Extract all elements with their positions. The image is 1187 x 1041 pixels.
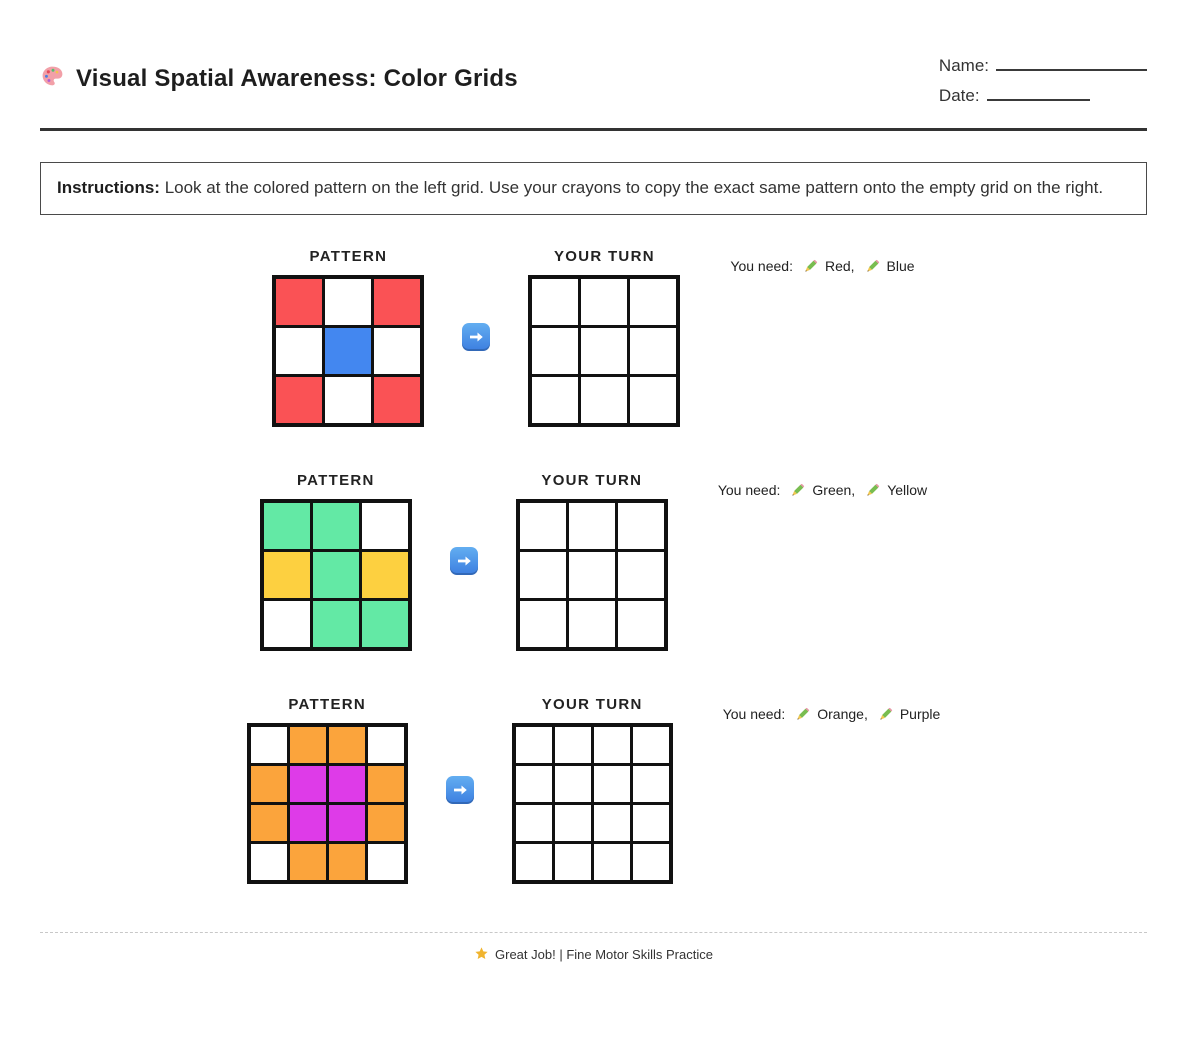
answer-cell-empty[interactable]: [581, 377, 627, 423]
arrow-icon: [450, 547, 478, 575]
date-row: [939, 86, 1147, 106]
header-divider: [40, 128, 1147, 131]
answer-cell-empty[interactable]: [633, 805, 669, 841]
pattern-column: [247, 696, 408, 884]
answer-cell-empty[interactable]: [594, 727, 630, 763]
pattern-cell-green: [362, 601, 408, 647]
exercise-row-3: [40, 696, 1147, 884]
pattern-cell-green: [313, 503, 359, 549]
answer-cell-empty[interactable]: [594, 805, 630, 841]
crayon-list: [793, 258, 915, 275]
pattern-cell-purple: [329, 805, 365, 841]
pattern-cell-orange: [368, 766, 404, 802]
answer-cell-empty[interactable]: [569, 601, 615, 647]
crayon-label: Orange,: [817, 706, 868, 723]
pattern-cell-green: [313, 552, 359, 598]
pattern-cell-red: [374, 377, 420, 423]
answer-cell-empty[interactable]: [520, 552, 566, 598]
footer: [40, 932, 1147, 964]
crayon-item: [802, 258, 855, 275]
instructions-box: [40, 162, 1147, 215]
pattern-cell-orange: [290, 844, 326, 880]
crayon-label: Blue: [886, 258, 915, 275]
answer-cell-empty[interactable]: [516, 844, 552, 880]
pattern-cell-white: [264, 601, 310, 647]
answer-cell-empty[interactable]: [532, 377, 578, 423]
pattern-cell-white: [362, 503, 408, 549]
name-row: [939, 56, 1147, 76]
pattern-cell-white: [251, 727, 287, 763]
crayon-label: Yellow: [887, 482, 928, 499]
crayon-list: [780, 482, 927, 499]
answer-cell-empty[interactable]: [569, 503, 615, 549]
crayon-list: [785, 706, 940, 723]
pattern-title: PATTERN: [296, 471, 375, 489]
answer-cell-empty[interactable]: [555, 805, 591, 841]
name-date-block: [939, 56, 1147, 116]
pattern-cell-red: [276, 377, 322, 423]
crayon-icon: [794, 706, 811, 723]
date-label: Date:: [938, 86, 980, 105]
answer-cell-empty[interactable]: [516, 805, 552, 841]
date-blank-line[interactable]: [987, 86, 1090, 101]
crayon-icon: [864, 258, 881, 275]
answer-cell-empty[interactable]: [618, 503, 664, 549]
answer-cell-empty[interactable]: [630, 279, 676, 325]
crayon-item: [864, 482, 927, 499]
answer-cell-empty[interactable]: [516, 727, 552, 763]
pattern-cell-green: [313, 601, 359, 647]
answer-cell-empty[interactable]: [581, 279, 627, 325]
pattern-cell-yellow: [264, 552, 310, 598]
star-icon: [474, 946, 489, 964]
exercise-row-1: [40, 248, 1147, 427]
crayon-item: [794, 706, 868, 723]
crayon-item: [877, 706, 940, 723]
answer-grid: [512, 723, 673, 884]
instructions-label: Instructions:: [57, 178, 160, 197]
title-wrap: [40, 56, 518, 94]
answer-cell-empty[interactable]: [581, 328, 627, 374]
pattern-cell-orange: [251, 805, 287, 841]
answer-cell-empty[interactable]: [594, 844, 630, 880]
pattern-grid: [272, 275, 424, 427]
pattern-cell-white: [251, 844, 287, 880]
answer-cell-empty[interactable]: [516, 766, 552, 802]
crayon-item: [864, 258, 915, 275]
your-turn-title: YOUR TURN: [541, 471, 643, 489]
you-need: [730, 258, 914, 275]
exercise-row-2: [40, 472, 1147, 651]
you-need-label: You need:: [717, 482, 781, 499]
answer-cell-empty[interactable]: [594, 766, 630, 802]
answer-cell-empty[interactable]: [555, 844, 591, 880]
you-need: [723, 706, 941, 723]
pattern-cell-white: [325, 377, 371, 423]
pattern-grid: [247, 723, 408, 884]
pattern-grid: [260, 499, 412, 651]
crayon-icon: [789, 482, 806, 499]
answer-grid: [516, 499, 668, 651]
crayon-icon: [877, 706, 894, 723]
answer-grid: [528, 275, 680, 427]
pattern-cell-blue: [325, 328, 371, 374]
crayon-label: Green,: [812, 482, 856, 499]
pattern-cell-red: [276, 279, 322, 325]
pattern-cell-red: [374, 279, 420, 325]
pattern-cell-white: [368, 727, 404, 763]
answer-cell-empty[interactable]: [520, 601, 566, 647]
arrow-icon: [462, 323, 490, 351]
answer-cell-empty[interactable]: [532, 279, 578, 325]
pattern-cell-purple: [290, 766, 326, 802]
answer-cell-empty[interactable]: [569, 552, 615, 598]
instructions-text: Look at the colored pattern on the left grid. Use your crayons to copy the exact same pattern onto the empty grid on the right.: [164, 178, 1104, 197]
pattern-title: PATTERN: [288, 695, 367, 713]
your-turn-title: YOUR TURN: [541, 695, 643, 713]
you-need: [718, 482, 927, 499]
exercises: [40, 248, 1147, 884]
palette-icon: [40, 64, 65, 94]
pattern-column: [272, 248, 424, 427]
answer-cell-empty[interactable]: [555, 766, 591, 802]
pattern-cell-purple: [290, 805, 326, 841]
pattern-cell-white: [368, 844, 404, 880]
answer-cell-empty[interactable]: [630, 377, 676, 423]
pattern-cell-orange: [251, 766, 287, 802]
name-blank-line[interactable]: [996, 56, 1147, 71]
arrow-icon: [446, 776, 474, 804]
crayon-label: Purple: [899, 706, 941, 723]
footer-text: Great Job! | Fine Motor Skills Practice: [495, 947, 713, 963]
answer-cell-empty[interactable]: [633, 844, 669, 880]
name-label: Name:: [938, 56, 989, 75]
your-turn-column: [512, 696, 673, 884]
your-turn-column: [516, 472, 668, 651]
crayon-icon: [802, 258, 819, 275]
page-title: Visual Spatial Awareness: Color Grids: [76, 65, 518, 92]
answer-cell-empty[interactable]: [618, 552, 664, 598]
crayon-item: [789, 482, 855, 499]
pattern-cell-yellow: [362, 552, 408, 598]
answer-cell-empty[interactable]: [555, 727, 591, 763]
pattern-cell-orange: [329, 727, 365, 763]
pattern-cell-white: [374, 328, 420, 374]
you-need-label: You need:: [730, 258, 793, 275]
pattern-cell-orange: [329, 844, 365, 880]
your-turn-title: YOUR TURN: [553, 247, 655, 265]
answer-cell-empty[interactable]: [618, 601, 664, 647]
pattern-column: [260, 472, 412, 651]
you-need-label: You need:: [722, 706, 786, 723]
pattern-cell-white: [325, 279, 371, 325]
pattern-cell-white: [276, 328, 322, 374]
header: [40, 56, 1147, 116]
pattern-cell-purple: [329, 766, 365, 802]
answer-cell-empty[interactable]: [633, 727, 669, 763]
answer-cell-empty[interactable]: [520, 503, 566, 549]
answer-cell-empty[interactable]: [633, 766, 669, 802]
answer-cell-empty[interactable]: [532, 328, 578, 374]
pattern-cell-orange: [368, 805, 404, 841]
pattern-cell-orange: [290, 727, 326, 763]
crayon-icon: [864, 482, 881, 499]
your-turn-column: [528, 248, 680, 427]
pattern-cell-green: [264, 503, 310, 549]
answer-cell-empty[interactable]: [630, 328, 676, 374]
crayon-label: Red,: [824, 258, 855, 275]
pattern-title: PATTERN: [309, 247, 388, 265]
